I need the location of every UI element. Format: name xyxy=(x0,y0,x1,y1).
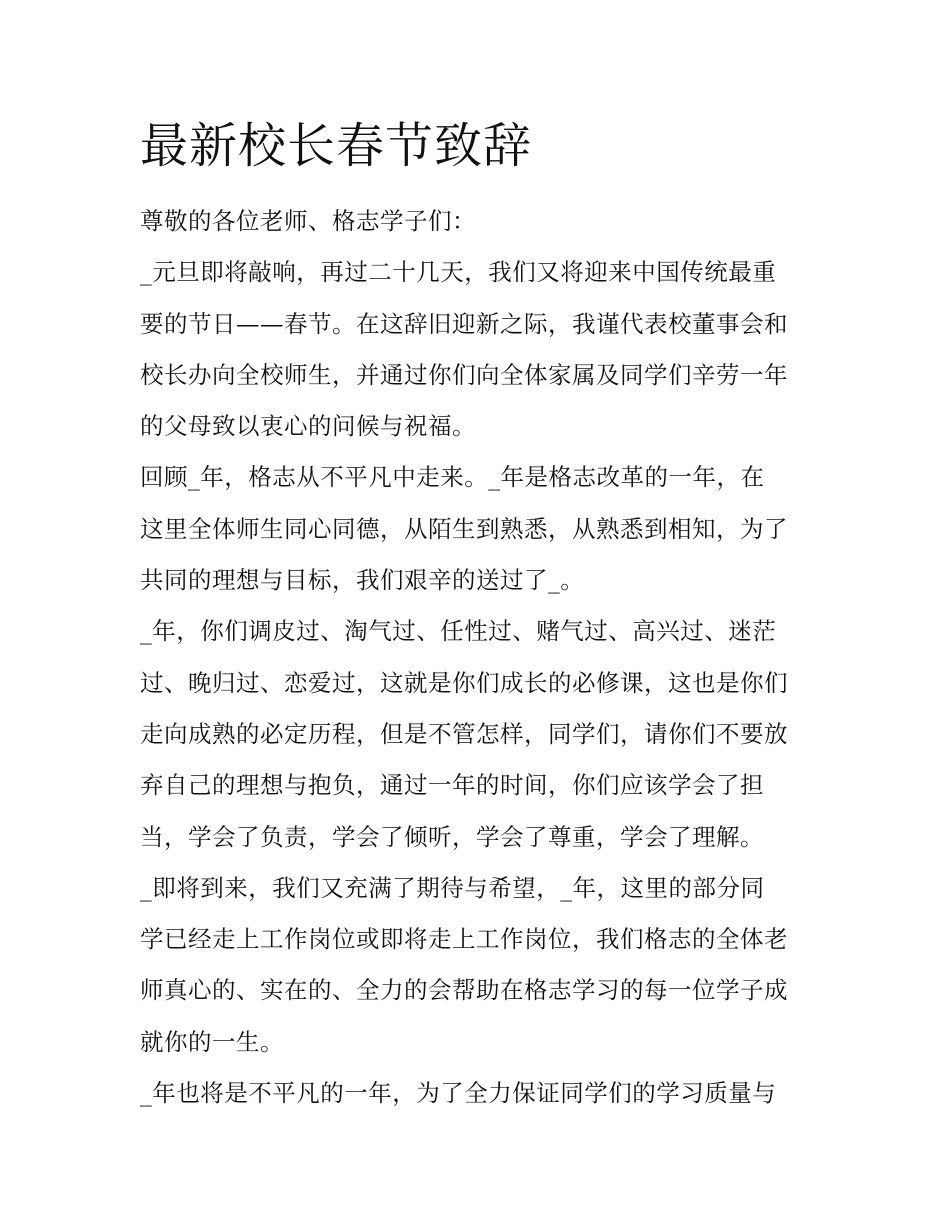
body-line: 尊敬的各位老师、格志学子们： xyxy=(140,207,476,235)
body-line: 校长办向全校师生，并通过你们向全体家属及同学们辛劳一年 xyxy=(140,360,788,389)
body-line: 当，学会了负责，学会了倾听，学会了尊重，学会了理解。 xyxy=(140,822,764,851)
body-line: 弃自己的理想与抱负，通过一年的时间，你们应该学会了担 xyxy=(140,771,764,800)
body-line: 走向成熟的必定历程，但是不管怎样，同学们，请你们不要放 xyxy=(140,719,788,748)
body-line: 学已经走上工作岗位或即将走上工作岗位，我们格志的全体老 xyxy=(140,925,788,954)
body-line: 要的节日——春节。在这辞旧迎新之际，我谨代表校董事会和 xyxy=(140,309,788,338)
document-body xyxy=(140,196,820,1119)
body-line: _即将到来，我们又充满了期待与希望，_年，这里的部分同 xyxy=(140,873,765,902)
body-line: 就你的一生。 xyxy=(140,1027,284,1056)
body-line: 的父母致以衷心的问候与祝福。 xyxy=(140,412,476,441)
body-line: 这里全体师生同心同德，从陌生到熟悉，从熟悉到相知，为了 xyxy=(140,514,788,543)
document-title: 最新校长春节致辞 xyxy=(140,118,533,174)
body-line: 过、晚归过、恋爱过，这就是你们成长的必修课，这也是你们 xyxy=(140,668,788,697)
body-line: _元旦即将敲响，再过二十几天，我们又将迎来中国传统最重 xyxy=(140,258,777,287)
body-line: 回顾_年，格志从不平凡中走来。_年是格志改革的一年，在 xyxy=(140,463,765,492)
body-line: 共同的理想与目标，我们艰辛的送过了_。 xyxy=(140,566,585,595)
body-line: _年也将是不平凡的一年，为了全力保证同学们的学习质量与 xyxy=(140,1079,777,1108)
body-line: _年，你们调皮过、淘气过、任性过、赌气过、高兴过、迷茫 xyxy=(140,617,777,646)
body-line: 师真心的、实在的、全力的会帮助在格志学习的每一位学子成 xyxy=(140,976,788,1005)
